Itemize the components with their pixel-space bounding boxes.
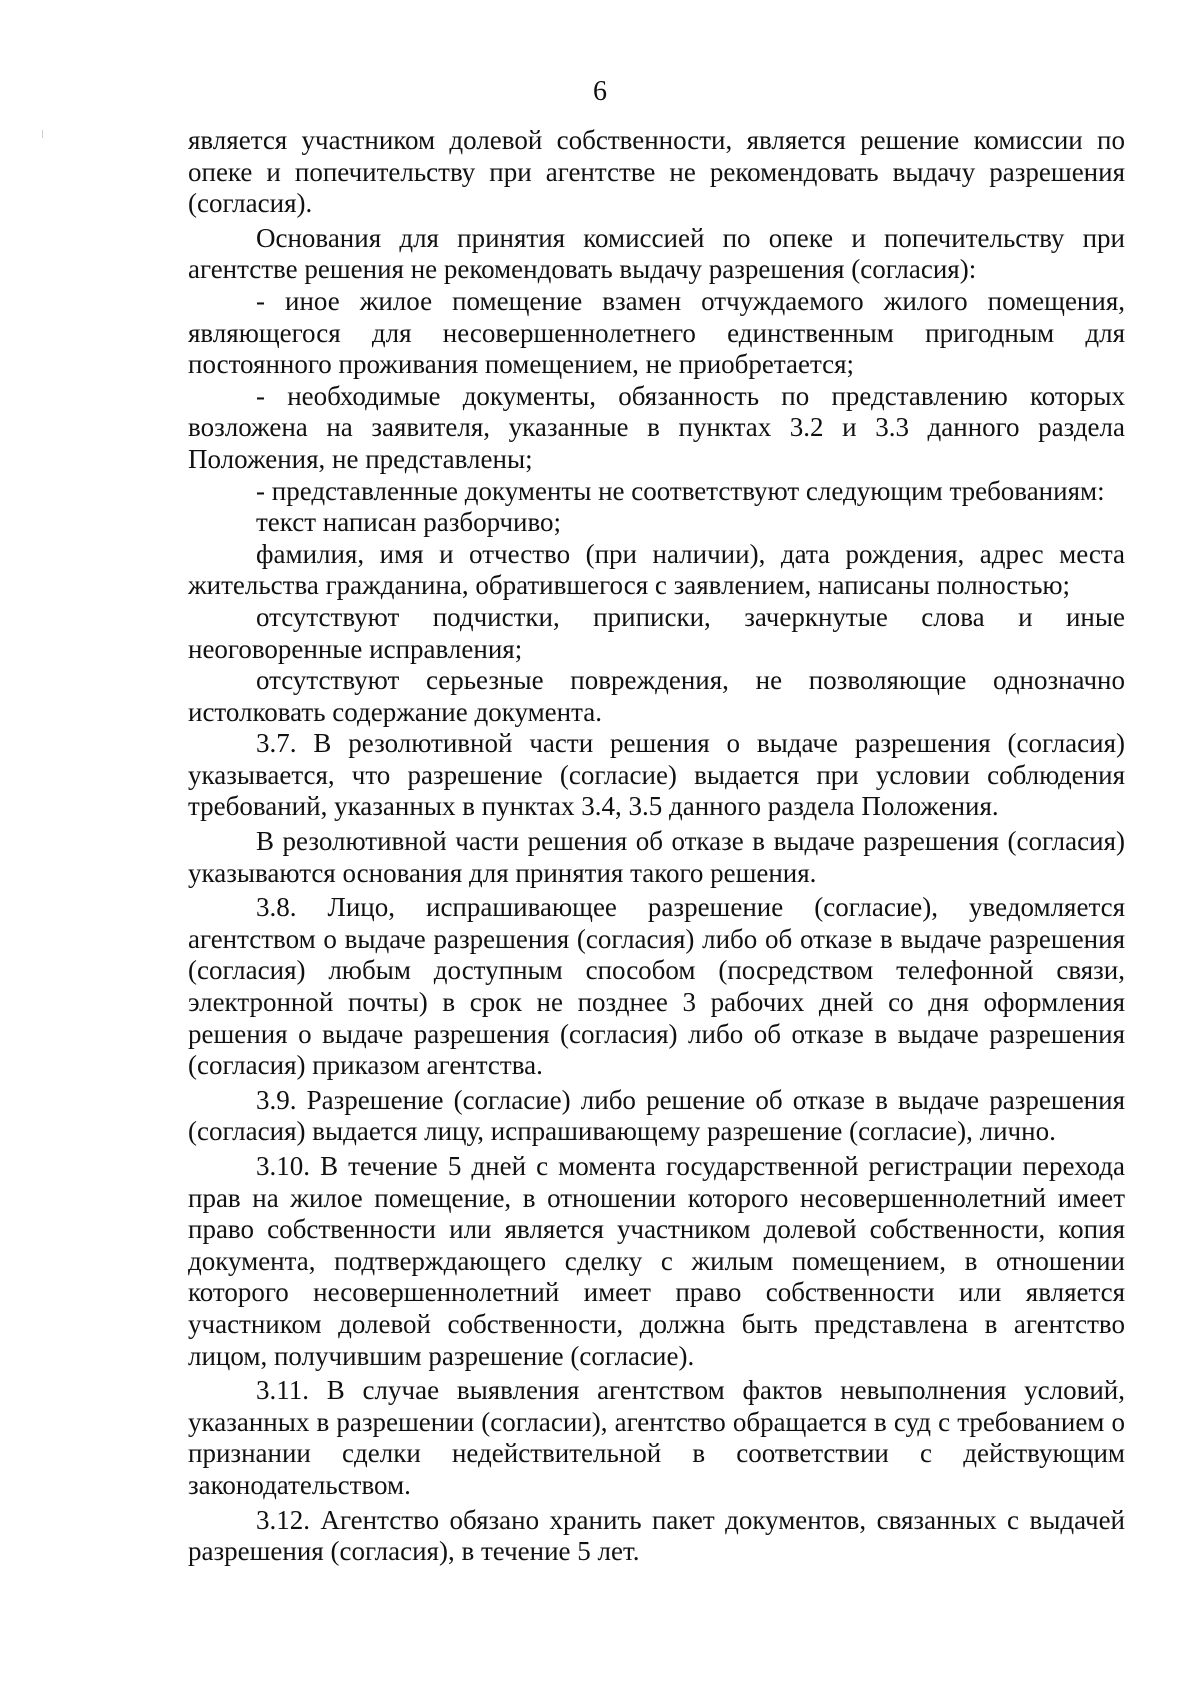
clause-3-11: 3.11. В случае выявления агентством фактов невыполнения условий, указанных в разрешении (согласии), агентство обращается в суд с требованием о признании сделки недействительной в соответствии с действующим законодательством. — [188, 1375, 1125, 1500]
requirement-no-damage: отсутствуют серьезные повреждения, не позволяющие однозначно истолковать содержание документа. — [188, 665, 1125, 727]
margin-mark — [42, 130, 43, 138]
requirement-full-name: фамилия, имя и отчество (при наличии), дата рождения, адрес места жительства гражданина, обратившегося с заявлением, написаны полностью; — [188, 538, 1125, 601]
paragraph-grounds-intro: Основания для принятия комиссией по опеке и попечительству при агентстве решения не рекомендовать выдачу разрешения (согласия): — [188, 222, 1125, 285]
clause-3-12: 3.12. Агентство обязано хранить пакет документов, связанных с выдачей разрешения (согласия), в течение 5 лет. — [188, 1504, 1125, 1567]
requirement-legible: текст написан разборчиво; — [256, 507, 562, 538]
list-item-no-replacement-housing: - иное жилое помещение взамен отчуждаемого жилого помещения, являющегося для несовершеннолетнего единственным пригодным для постоянного проживания помещением, не приобретается; — [188, 285, 1125, 380]
requirement-no-corrections: отсутствуют подчистки, приписки, зачеркнутые слова и иные неоговоренные исправления; — [188, 601, 1125, 664]
clause-3-10: 3.10. В течение 5 дней с момента государственной регистрации перехода прав на жилое помещение, в отношении которого несовершеннолетний имеет право собственности или является участником долевой собственности, копия документа, подтверждающего сделку с жилым помещением, в отношении которого несовершеннолетний имеет право собственности или является участником долевой собственности, должна быть представлена в агентство лицом, получившим разрешение (согласие). — [188, 1151, 1125, 1371]
document-body — [188, 125, 1125, 1568]
clause-3-9: 3.9. Разрешение (согласие) либо решение об отказе в выдаче разрешения (согласия) выдается лицу, испрашивающему разрешение (согласие), лично. — [188, 1084, 1125, 1147]
list-item-documents-noncompliant: - представленные документы не соответствуют следующим требованиям: — [256, 475, 1105, 506]
list-item-documents-missing: - необходимые документы, обязанность по представлению которых возложена на заявителя, указанные в пунктах 3.2 и 3.3 данного раздела Положения, не представлены; — [188, 380, 1125, 474]
page-number: 6 — [593, 76, 607, 107]
clause-3-7-refusal: В резолютивной части решения об отказе в выдаче разрешения (согласия) указываются основания для принятия такого решения. — [188, 826, 1125, 888]
clause-3-8: 3.8. Лицо, испрашивающее разрешение (согласие), уведомляется агентством о выдаче разрешения (согласия) либо об отказе в выдаче разрешения (согласия) любым доступным способом (посредством телефонной связи, электронной почты) в срок не позднее 3 рабочих дней со дня оформления решения о выдаче разрешения (согласия) либо об отказе в выдаче разрешения (согласия) приказом агентства. — [188, 892, 1125, 1081]
clause-3-7: 3.7. В резолютивной части решения о выдаче разрешения (согласия) указывается, что разрешение (согласие) выдается при условии соблюдения требований, указанных в пунктах 3.4, 3.5 данного раздела Положения. — [188, 728, 1125, 822]
paragraph-continuation: является участником долевой собственности, является решение комиссии по опеке и попечительству при агентстве не рекомендовать выдачу разрешения (согласия). — [188, 125, 1125, 219]
